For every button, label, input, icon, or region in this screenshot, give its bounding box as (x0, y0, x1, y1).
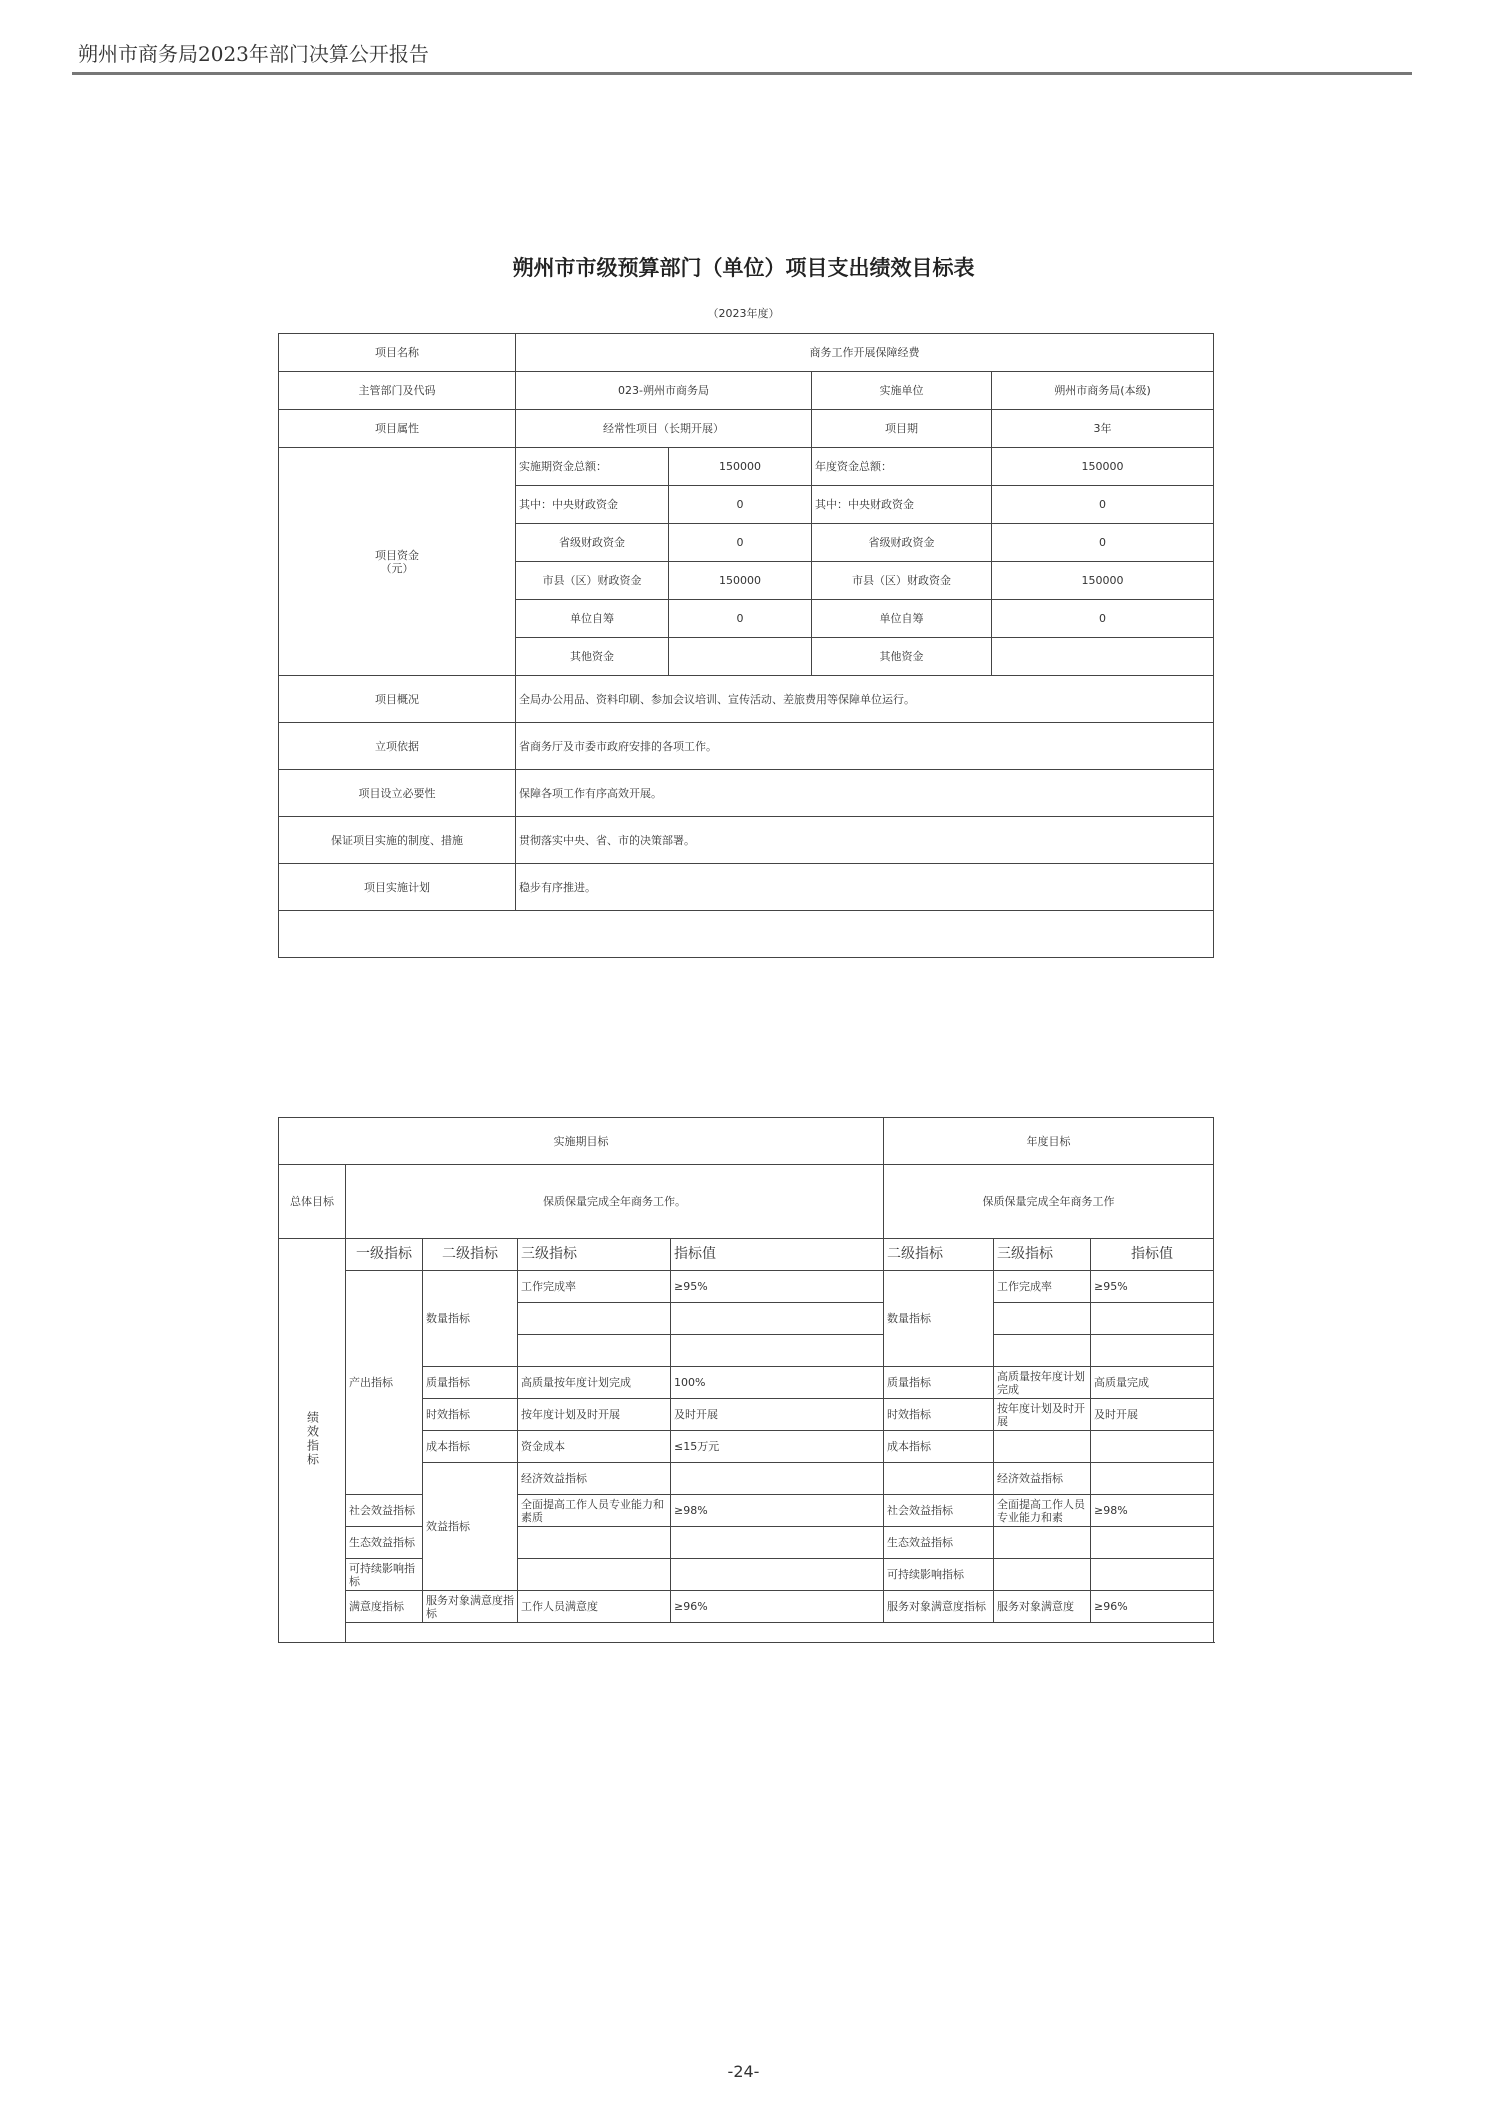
fund-row-label: 市县（区）财政资金 (812, 562, 992, 600)
page-title: 朔州市市级预算部门（单位）项目支出绩效目标表 (512, 256, 975, 280)
fund-row-value: 0 (992, 600, 1214, 638)
annual-level2-indicator: 服务对象满意度指标 (884, 1591, 994, 1623)
table-row (279, 1623, 1214, 1643)
fund-row-value: 150000 (669, 448, 812, 486)
annual-level2-indicator: 成本指标 (884, 1431, 994, 1463)
header-divider (72, 72, 1412, 75)
fund-row-value: 0 (669, 486, 812, 524)
fund-row-label: 省级财政资金 (516, 524, 669, 562)
table-row (279, 864, 1214, 911)
column-header: 指标值 (671, 1239, 884, 1271)
project-attr-label: 项目属性 (279, 410, 516, 448)
blank-row (346, 1623, 1214, 1643)
annual-level2-indicator: 质量指标 (884, 1367, 994, 1399)
level2-indicator: 成本指标 (423, 1431, 518, 1463)
table-row (279, 372, 1214, 410)
annual-level2-indicator: 可持续影响指标 (884, 1559, 994, 1591)
performance-indicators-label-cell (279, 1239, 346, 1643)
fund-row-value: 0 (992, 486, 1214, 524)
funds-label-cell (279, 448, 516, 676)
overall-target-label: 总体目标 (279, 1165, 346, 1239)
info-value: 贯彻落实中央、省、市的决策部署。 (516, 817, 1214, 864)
satisfaction-indicator: 满意度指标 (346, 1591, 423, 1623)
project-name-label: 项目名称 (279, 334, 516, 372)
annual-level2-indicator: 生态效益指标 (884, 1527, 994, 1559)
fund-row-value: 150000 (992, 448, 1214, 486)
project-name-value: 商务工作开展保障经费 (516, 334, 1214, 372)
level3-indicator: 工作完成率 (518, 1271, 671, 1303)
indicators-table (278, 1117, 1214, 1643)
table-row (279, 817, 1214, 864)
project-attr-value: 经常性项目（长期开展） (516, 410, 812, 448)
dept-value: 023-朔州市商务局 (516, 372, 812, 410)
column-header: 三级指标 (994, 1239, 1091, 1271)
impl-unit-value: 朔州市商务局(本级) (992, 372, 1214, 410)
table-row (279, 676, 1214, 723)
level3-indicator: 全面提高工作人员专业能力和素质 (518, 1495, 671, 1527)
blank-row (279, 911, 1214, 958)
effect-indicator: 效益指标 (423, 1463, 518, 1591)
project-info-table (278, 333, 1214, 958)
info-label: 项目概况 (279, 676, 516, 723)
table-row (279, 1118, 1214, 1165)
level2-indicator: 经济效益指标 (518, 1463, 671, 1495)
fund-row-label: 实施期资金总额： (516, 448, 669, 486)
table-row (279, 1495, 1214, 1527)
annual-indicator-value: ≥96% (1091, 1591, 1214, 1623)
annual-level2-indicator: 数量指标 (884, 1271, 994, 1367)
dept-label: 主管部门及代码 (279, 372, 516, 410)
indicator-value: ≥98% (671, 1495, 884, 1527)
fund-row-label: 其中：中央财政资金 (812, 486, 992, 524)
column-header: 一级指标 (346, 1239, 423, 1271)
annual-level2-indicator: 社会效益指标 (884, 1495, 994, 1527)
level2-indicator: 生态效益指标 (346, 1527, 423, 1559)
impl-target-header: 实施期目标 (279, 1118, 884, 1165)
column-header: 二级指标 (884, 1239, 994, 1271)
year-label: （2023年度） (707, 307, 780, 320)
fund-row-value (669, 638, 812, 676)
performance-indicators-label: 绩效指标 (305, 1411, 320, 1467)
info-label: 保证项目实施的制度、措施 (279, 817, 516, 864)
fund-row-label: 其他资金 (516, 638, 669, 676)
level2-indicator: 质量指标 (423, 1367, 518, 1399)
fund-row-value: 0 (992, 524, 1214, 562)
indicator-value: ≤15万元 (671, 1431, 884, 1463)
annual-level2-indicator: 经济效益指标 (994, 1463, 1091, 1495)
table-row (279, 1165, 1214, 1239)
annual-level3-indicator: 服务对象满意度 (994, 1591, 1091, 1623)
fund-row-label: 省级财政资金 (812, 524, 992, 562)
info-value: 稳步有序推进。 (516, 864, 1214, 911)
annual-indicator-value: 及时开展 (1091, 1399, 1214, 1431)
level3-indicator: 高质量按年度计划完成 (518, 1367, 671, 1399)
funds-label: 项目资金 (375, 548, 419, 562)
level2-indicator: 时效指标 (423, 1399, 518, 1431)
table-row (279, 1591, 1214, 1623)
level2-indicator: 服务对象满意度指标 (423, 1591, 518, 1623)
table-row (279, 911, 1214, 958)
table-row (279, 1239, 1214, 1271)
fund-row-label: 其他资金 (812, 638, 992, 676)
level3-indicator: 工作人员满意度 (518, 1591, 671, 1623)
document-header-title: 朔州市商务局2023年部门决算公开报告 (78, 42, 429, 66)
overall-target-impl: 保质保量完成全年商务工作。 (346, 1165, 884, 1239)
annual-level2-indicator: 时效指标 (884, 1399, 994, 1431)
annual-level3-indicator: 按年度计划及时开展 (994, 1399, 1091, 1431)
fund-row-label: 其中：中央财政资金 (516, 486, 669, 524)
annual-indicator-value: ≥95% (1091, 1271, 1214, 1303)
fund-row-value: 150000 (669, 562, 812, 600)
annual-indicator-value: 高质量完成 (1091, 1367, 1214, 1399)
annual-target-header: 年度目标 (884, 1118, 1214, 1165)
info-value: 保障各项工作有序高效开展。 (516, 770, 1214, 817)
fund-row-label: 市县（区）财政资金 (516, 562, 669, 600)
fund-row-label: 单位自筹 (516, 600, 669, 638)
info-label: 项目设立必要性 (279, 770, 516, 817)
project-period-value: 3年 (992, 410, 1214, 448)
output-indicator: 产出指标 (346, 1271, 423, 1495)
fund-row-value: 0 (669, 600, 812, 638)
annual-level3-indicator: 全面提高工作人员专业能力和素 (994, 1495, 1091, 1527)
annual-level3-indicator: 工作完成率 (994, 1271, 1091, 1303)
info-value: 省商务厅及市委市政府安排的各项工作。 (516, 723, 1214, 770)
table-row (279, 1527, 1214, 1559)
level2-indicator: 社会效益指标 (346, 1495, 423, 1527)
fund-row-value: 150000 (992, 562, 1214, 600)
table-row (279, 770, 1214, 817)
indicator-value: ≥96% (671, 1591, 884, 1623)
annual-level3-indicator: 高质量按年度计划完成 (994, 1367, 1091, 1399)
info-label: 立项依据 (279, 723, 516, 770)
column-header: 三级指标 (518, 1239, 671, 1271)
project-period-label: 项目期 (812, 410, 992, 448)
indicator-value: 及时开展 (671, 1399, 884, 1431)
annual-indicator-value: ≥98% (1091, 1495, 1214, 1527)
indicator-value: ≥95% (671, 1271, 884, 1303)
table-row (279, 1559, 1214, 1591)
level2-indicator: 可持续影响指标 (346, 1559, 423, 1591)
level2-indicator: 数量指标 (423, 1271, 518, 1367)
level3-indicator: 资金成本 (518, 1431, 671, 1463)
fund-row-label: 单位自筹 (812, 600, 992, 638)
table-row (279, 448, 1214, 486)
table-row (279, 334, 1214, 372)
info-label: 项目实施计划 (279, 864, 516, 911)
column-header: 指标值 (1091, 1239, 1214, 1271)
table-row (279, 723, 1214, 770)
table-row (279, 410, 1214, 448)
level3-indicator: 按年度计划及时开展 (518, 1399, 671, 1431)
impl-unit-label: 实施单位 (812, 372, 992, 410)
fund-row-value: 0 (669, 524, 812, 562)
fund-row-value (992, 638, 1214, 676)
table-row (279, 1271, 1214, 1303)
funds-unit: （元） (380, 561, 414, 575)
indicator-value: 100% (671, 1367, 884, 1399)
info-value: 全局办公用品、资料印刷、参加会议培训、宣传活动、差旅费用等保障单位运行。 (516, 676, 1214, 723)
fund-row-label: 年度资金总额： (812, 448, 992, 486)
page-number: -24- (727, 2062, 760, 2081)
overall-target-annual: 保质保量完成全年商务工作 (884, 1165, 1214, 1239)
column-header: 二级指标 (423, 1239, 518, 1271)
